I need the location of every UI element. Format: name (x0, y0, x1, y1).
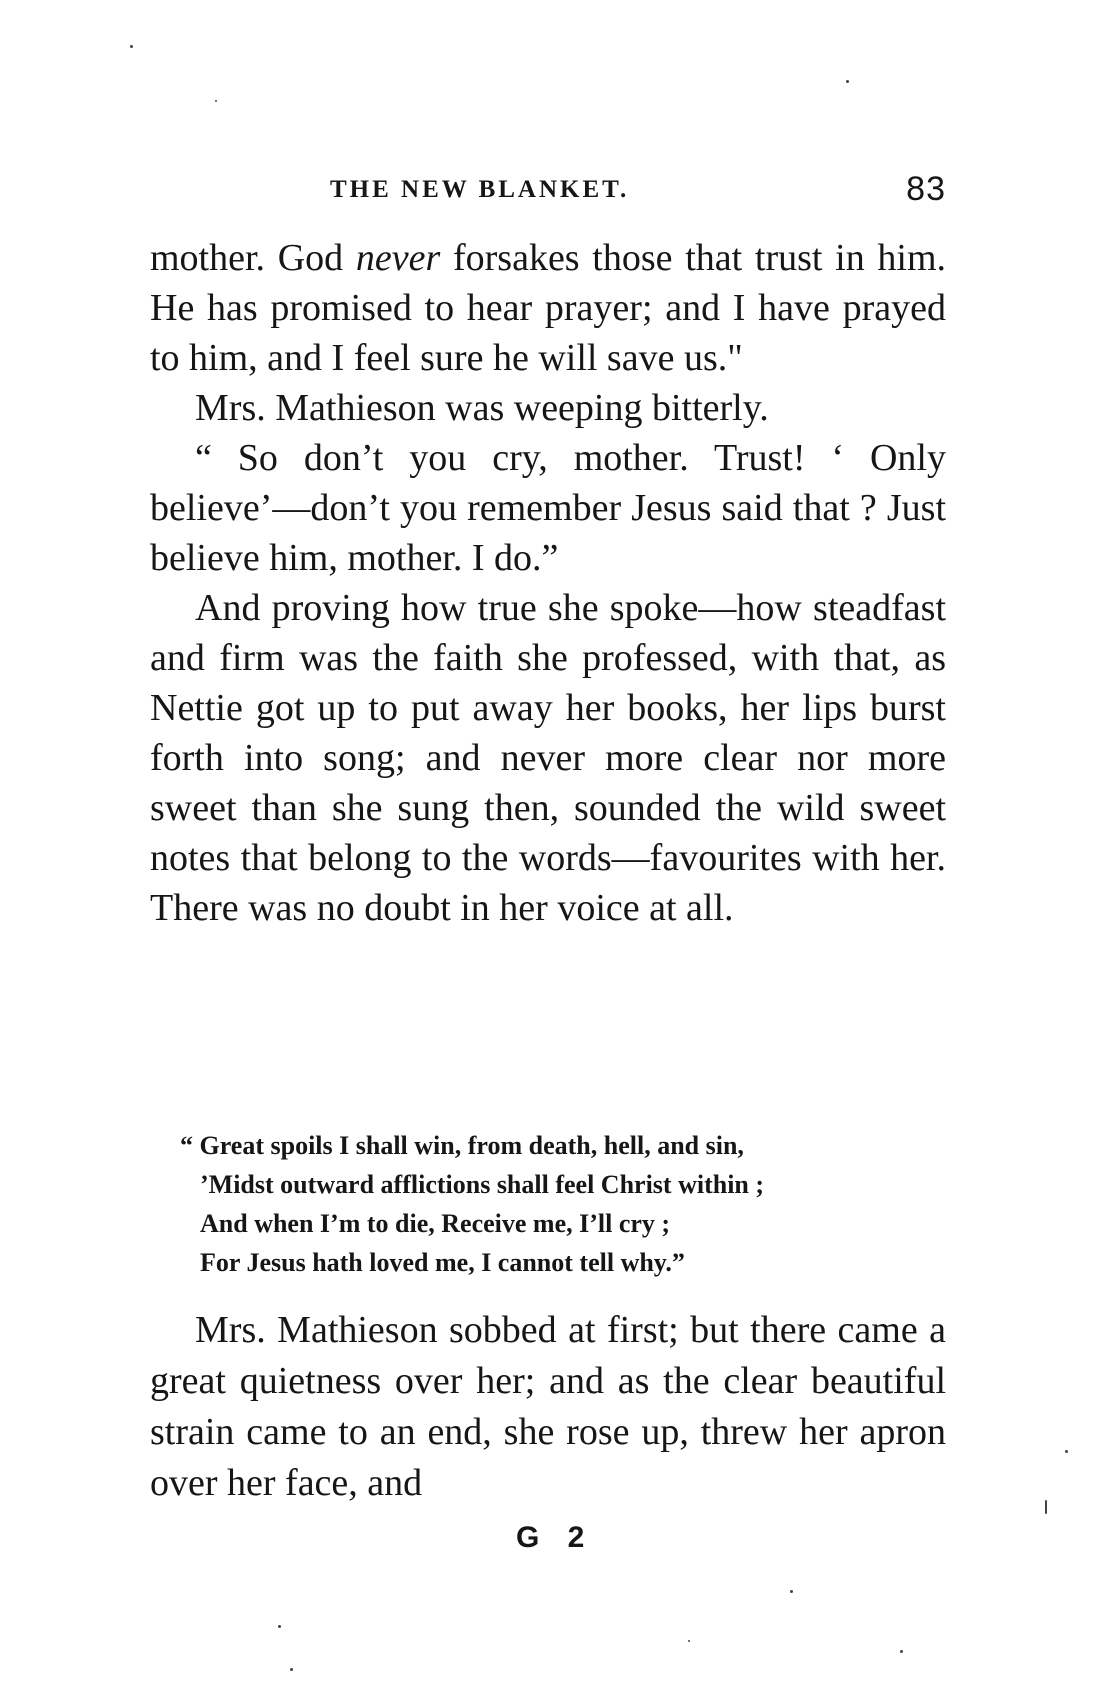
print-speck (790, 1590, 793, 1593)
print-speck (688, 1640, 690, 1642)
print-speck (1065, 1450, 1068, 1453)
body-text-closing (150, 1305, 946, 1509)
page-number: 83 (906, 170, 946, 208)
emphasis-never: never (355, 237, 441, 279)
verse-line: “ Great spoils I shall win, from death, hell, and sin, (180, 1131, 744, 1160)
print-speck (1045, 1500, 1047, 1514)
body-text (150, 233, 946, 933)
paragraph-weeping: Mrs. Mathieson was weeping bitterly. (195, 387, 769, 429)
print-speck (900, 1650, 903, 1653)
paragraph-song: And proving how true she spoke—how steadfast and firm was the faith she professed, with that, as Nettie got up to put away her books, her lips burst forth into song; and never more clear nor more sweet than she sung then, sounded the wild sweet notes that belong to the words—favourites with her. There was no doubt in her voice at all. (150, 587, 946, 929)
paragraph-sobbed: Mrs. Mathieson sobbed at first; but there came a great quietness over her; and as the clear beautiful strain came to an end, she rose up, threw her apron over her face, and (150, 1309, 946, 1504)
paragraph-continued-text: mother. God (150, 237, 356, 279)
print-speck (290, 1668, 293, 1671)
paragraph-continued-text-end: forsakes those that trust in him. He has promised to hear prayer; and I have prayed to him, and I feel sure he will save us." (150, 237, 947, 379)
print-speck (130, 45, 133, 48)
running-head: THE NEW BLANKET. (330, 176, 630, 203)
paragraph-dialogue: “ So don’t you cry, mother. Trust! ‘ Only believe’—don’t you remember Jesus said that ? Just believe him, mother. I do.” (150, 437, 946, 579)
verse-line: For Jesus hath loved me, I cannot tell why.” (200, 1248, 685, 1277)
print-speck (278, 1625, 281, 1628)
verse-line: And when I’m to die, Receive me, I’ll cry ; (200, 1209, 671, 1238)
print-speck (215, 100, 217, 102)
verse-line: ’Midst outward afflictions shall feel Christ within ; (200, 1170, 765, 1199)
page-header (150, 170, 950, 218)
signature-mark: G 2 (516, 1521, 595, 1554)
print-speck (846, 80, 849, 83)
hymn-verse (180, 1126, 950, 1282)
paragraph-continued (150, 233, 946, 383)
